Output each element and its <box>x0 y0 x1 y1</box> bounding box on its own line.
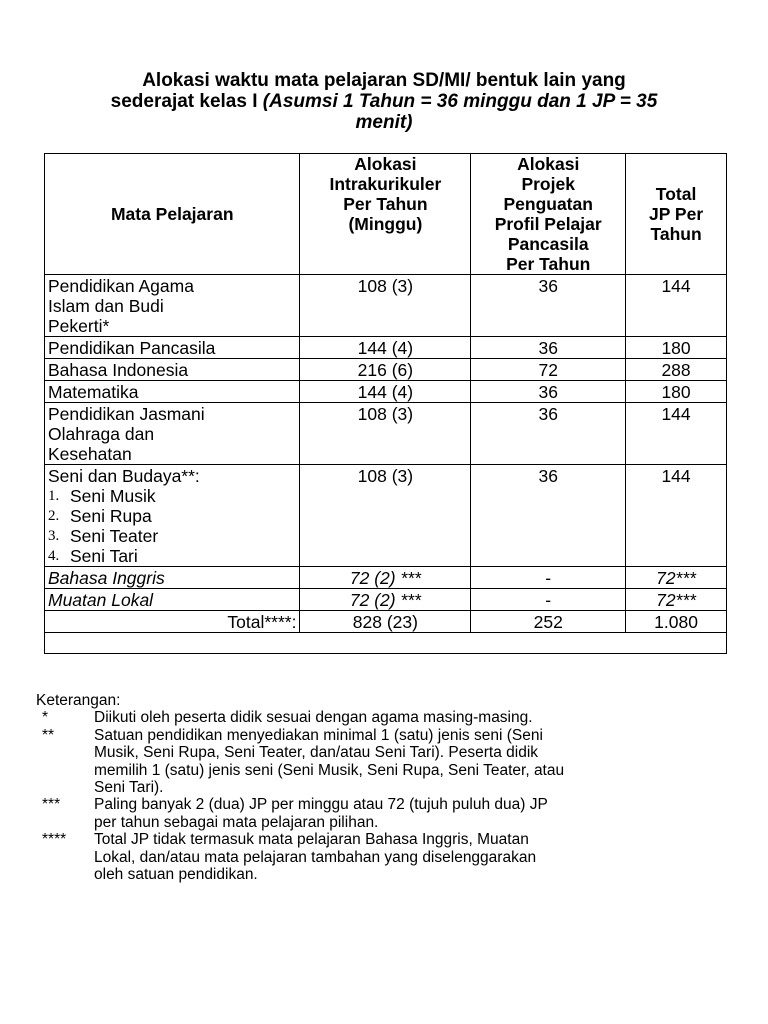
projek-cell: 72 <box>471 359 626 381</box>
note-line: Satuan pendidikan menyediakan minimal 1 (satu) jenis seni (Seni <box>94 726 543 744</box>
note-mark: ** <box>42 726 55 744</box>
subject-cell: Bahasa Inggris <box>45 567 300 589</box>
table-row-arts <box>45 465 727 567</box>
header-total <box>626 154 727 275</box>
header-total-line: Tahun <box>650 224 702 244</box>
subject-cell <box>45 275 300 337</box>
header-projek-line: Per Tahun <box>506 254 591 274</box>
note-item <box>36 796 726 831</box>
list-item <box>48 546 296 566</box>
page-title <box>30 70 738 133</box>
subject-cell: Matematika <box>45 381 300 403</box>
subject-line: Olahraga dan <box>48 424 155 444</box>
intra-cell: 144 (4) <box>300 381 471 403</box>
intra-cell: 108 (3) <box>300 403 471 465</box>
list-number: 2. <box>48 508 60 524</box>
projek-cell: 36 <box>471 337 626 359</box>
subject-line: Pendidikan Jasmani <box>48 404 205 424</box>
title-line-1: Alokasi waktu mata pelajaran SD/MI/ bentuk lain yang <box>142 70 626 91</box>
note-text <box>94 727 726 797</box>
list-number: 1. <box>48 488 60 504</box>
note-text <box>94 831 726 883</box>
title-line-3-italic: menit) <box>355 112 413 133</box>
table-empty-row <box>45 633 727 654</box>
subject-cell: Pendidikan Pancasila <box>45 337 300 359</box>
subject-cell <box>45 465 300 567</box>
header-projek-line: Profil Pelajar <box>494 214 602 234</box>
note-item <box>36 831 726 883</box>
projek-cell: - <box>471 567 626 589</box>
subject-line: Islam dan Budi <box>48 296 164 316</box>
note-line: Diikuti oleh peserta didik sesuai dengan agama masing-masing. <box>94 709 533 727</box>
subject-line: Pekerti* <box>48 316 110 336</box>
total-cell: 144 <box>626 275 727 337</box>
note-line: Seni Tari). <box>94 779 164 797</box>
projek-cell: 36 <box>471 465 626 567</box>
subject-cell <box>45 403 300 465</box>
table-row <box>45 567 727 589</box>
note-mark: * <box>42 709 49 727</box>
notes-heading: Keterangan: <box>36 692 121 709</box>
header-total-line: Total <box>655 184 697 204</box>
allocation-table <box>44 153 727 654</box>
intra-cell: 72 (2) *** <box>300 589 471 611</box>
header-intra-line: Intrakurikuler <box>329 174 442 194</box>
total-cell: 144 <box>626 465 727 567</box>
list-item <box>48 506 296 526</box>
table-row <box>45 359 727 381</box>
subject-line: Pendidikan Agama <box>48 276 194 296</box>
note-line: Musik, Seni Rupa, Seni Teater, dan/atau Seni Tari). Peserta didik <box>94 744 539 762</box>
table-row <box>45 337 727 359</box>
header-intra-line: Per Tahun <box>343 194 428 214</box>
list-number: 4. <box>48 548 60 564</box>
note-mark: *** <box>42 796 61 814</box>
header-intra <box>300 154 471 275</box>
note-item <box>36 709 726 726</box>
header-subject: Mata Pelajaran <box>45 154 300 275</box>
table-row <box>45 275 727 337</box>
projek-cell: 36 <box>471 381 626 403</box>
list-label: Seni Tari <box>70 546 138 566</box>
intra-cell: 108 (3) <box>300 275 471 337</box>
subject-cell: Muatan Lokal <box>45 589 300 611</box>
arts-heading: Seni dan Budaya**: <box>48 466 200 486</box>
title-line-3 <box>30 112 738 133</box>
note-text <box>94 796 726 831</box>
title-line-2-italic: (Asumsi 1 Tahun = 36 minggu dan 1 JP = 35 <box>262 91 658 112</box>
intra-cell: 144 (4) <box>300 337 471 359</box>
total-cell: 288 <box>626 359 727 381</box>
note-line: Total JP tidak termasuk mata pelajaran Bahasa Inggris, Muatan <box>94 831 529 849</box>
note-line: Lokal, dan/atau mata pelajaran tambahan yang diselenggarakan <box>94 848 537 866</box>
list-label: Seni Teater <box>70 526 159 546</box>
note-text <box>94 709 726 726</box>
total-cell: 180 <box>626 381 727 403</box>
header-intra-line: (Minggu) <box>348 214 423 234</box>
intra-cell: 108 (3) <box>300 465 471 567</box>
projek-cell: 36 <box>471 403 626 465</box>
title-line-2-plain: sederajat kelas I <box>110 91 263 112</box>
list-item <box>48 486 296 506</box>
note-mark: **** <box>42 831 67 849</box>
title-line-2 <box>30 91 738 112</box>
header-projek-line: Projek <box>521 174 575 194</box>
table-header-row <box>45 154 727 275</box>
header-projek-line: Penguatan <box>503 194 593 214</box>
note-line: oleh satuan pendidikan. <box>94 866 258 884</box>
table-row <box>45 589 727 611</box>
projek-cell: 252 <box>471 611 626 633</box>
note-line: per tahun sebagai mata pelajaran pilihan. <box>94 813 379 831</box>
list-label: Seni Musik <box>70 486 156 506</box>
total-cell: 180 <box>626 337 727 359</box>
total-label: Total****: <box>45 611 300 633</box>
list-label: Seni Rupa <box>70 506 152 526</box>
note-line: Paling banyak 2 (dua) JP per minggu atau 72 (tujuh puluh dua) JP <box>94 796 548 814</box>
arts-list <box>48 486 296 566</box>
note-item <box>36 727 726 797</box>
header-projek <box>471 154 626 275</box>
header-projek-line: Pancasila <box>507 234 589 254</box>
note-line: memilih 1 (satu) jenis seni (Seni Musik, Seni Rupa, Seni Teater, atau <box>94 761 565 779</box>
total-cell: 1.080 <box>626 611 727 633</box>
intra-cell: 828 (23) <box>300 611 471 633</box>
header-total-line: JP Per <box>648 204 704 224</box>
header-intra-line: Alokasi <box>354 154 417 174</box>
notes-section <box>36 692 726 883</box>
intra-cell: 72 (2) *** <box>300 567 471 589</box>
projek-cell: 36 <box>471 275 626 337</box>
projek-cell: - <box>471 589 626 611</box>
list-number: 3. <box>48 528 60 544</box>
intra-cell: 216 (6) <box>300 359 471 381</box>
header-projek-line: Alokasi <box>517 154 580 174</box>
table-row <box>45 381 727 403</box>
table-row <box>45 403 727 465</box>
subject-cell: Bahasa Indonesia <box>45 359 300 381</box>
table-total-row <box>45 611 727 633</box>
subject-line: Kesehatan <box>48 444 132 464</box>
total-cell: 72*** <box>626 567 727 589</box>
empty-cell <box>45 633 727 654</box>
total-cell: 72*** <box>626 589 727 611</box>
total-cell: 144 <box>626 403 727 465</box>
list-item <box>48 526 296 546</box>
